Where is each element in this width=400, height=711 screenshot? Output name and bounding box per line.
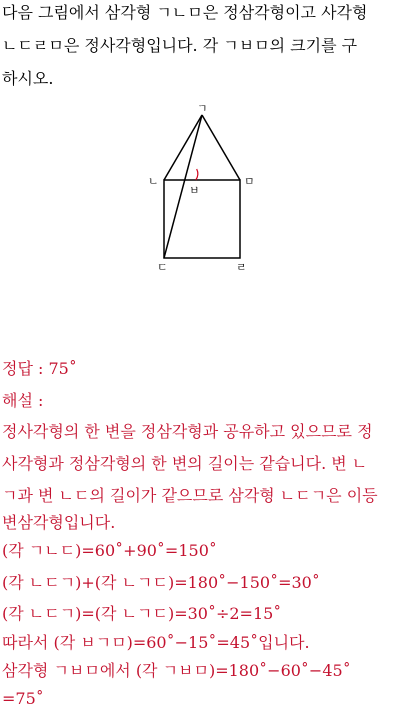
label-b: ㅂ bbox=[189, 184, 200, 197]
equation-2: (각 ㄴㄷㄱ)+(각 ㄴㄱㄷ)=180˚−150˚=30˚ bbox=[2, 573, 320, 592]
side-g-n bbox=[164, 115, 202, 180]
label-d: ㄷ bbox=[157, 261, 168, 274]
answer-line: 정답 : 75˚ bbox=[2, 359, 77, 378]
equation-4: 따라서 (각 ㅂㄱㅁ)=60˚−15˚=45˚입니다. bbox=[2, 633, 310, 652]
square-nd-rm bbox=[164, 180, 240, 258]
equation-1: (각 ㄱㄴㄷ)=60˚+90˚=150˚ bbox=[2, 541, 217, 560]
problem-line-1: 다음 그림에서 삼각형 ㄱㄴㅁ은 정삼각형이고 사각형 bbox=[2, 3, 368, 22]
explanation-line-3: ㄱ과 변 ㄴㄷ의 길이가 같으므로 삼각형 ㄴㄷㄱ은 이등 bbox=[2, 486, 378, 505]
problem-line-2: ㄴㄷㄹㅁ은 정사각형입니다. 각 ㄱㅂㅁ의 크기를 구 bbox=[2, 36, 358, 55]
label-n: ㄴ bbox=[148, 175, 159, 188]
label-m: ㅁ bbox=[244, 175, 255, 188]
explanation-line-2: 사각형과 정삼각형의 한 변의 길이는 같습니다. 변 ㄴ bbox=[2, 454, 368, 473]
explanation-line-4: 변삼각형입니다. bbox=[2, 513, 116, 532]
angle-gbm-marker bbox=[196, 169, 198, 180]
equation-5-result: =75˚ bbox=[2, 689, 44, 708]
equation-5: 삼각형 ㄱㅂㅁ에서 (각 ㄱㅂㅁ)=180˚−60˚−45˚ bbox=[2, 661, 351, 680]
explanation-heading: 해설 : bbox=[2, 391, 44, 410]
equation-3: (각 ㄴㄷㄱ)=(각 ㄴㄱㄷ)=30˚÷2=15˚ bbox=[2, 604, 282, 623]
label-r: ㄹ bbox=[236, 261, 247, 274]
side-g-m bbox=[202, 115, 240, 180]
label-g: ㄱ bbox=[197, 105, 208, 115]
problem-line-3: 하시오. bbox=[2, 69, 54, 88]
explanation-line-1: 정사각형의 한 변을 정삼각형과 공유하고 있으므로 정 bbox=[2, 422, 373, 441]
geometry-figure bbox=[140, 105, 260, 275]
